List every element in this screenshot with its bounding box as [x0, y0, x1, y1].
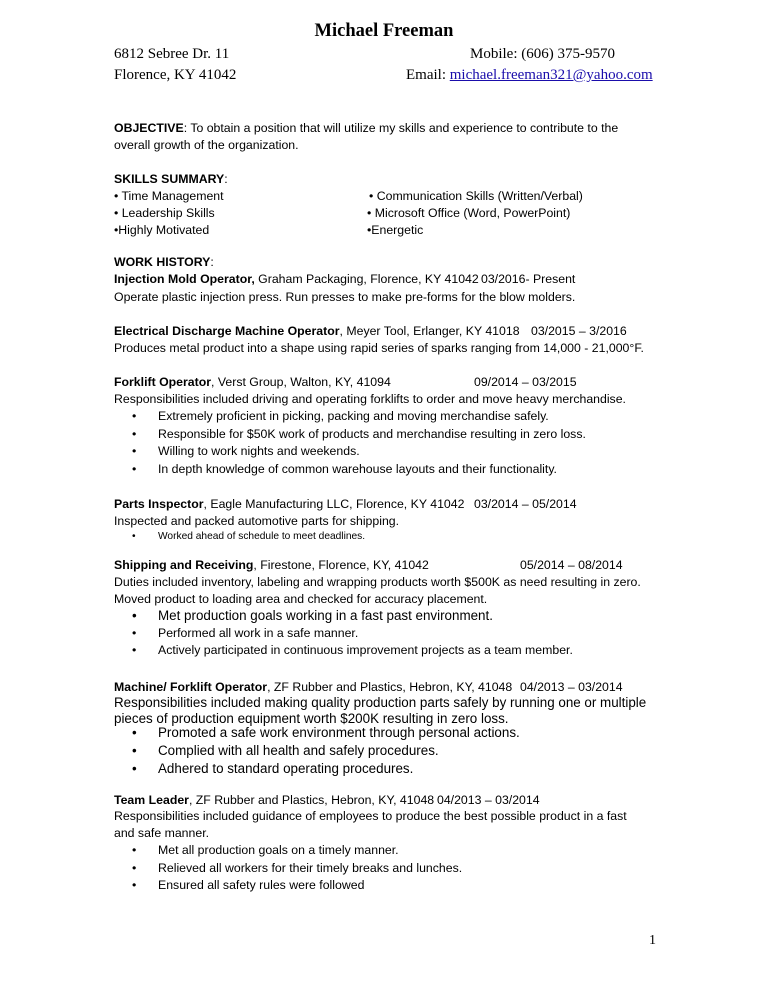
skill-right-1: • Communication Skills (Written/Verbal) [369, 189, 583, 203]
email-link[interactable]: michael.freeman321@yahoo.com [449, 67, 653, 83]
skill-right-2: • Microsoft Office (Word, PowerPoint) [367, 206, 571, 220]
work-heading: WORK HISTORY [114, 255, 211, 269]
job-employer: , Meyer Tool, Erlanger, KY 41018 [339, 324, 520, 338]
list-item: • Relieved all workers for their timely breaks and lunches. [114, 860, 462, 878]
skill-right-3: •Energetic [367, 223, 424, 237]
list-item: • Actively participated in continuous improvement projects as a team member. [114, 642, 573, 660]
email-line [406, 67, 653, 84]
job-employer: , ZF Rubber and Plastics, Hebron, KY, 41048 [267, 680, 513, 694]
page-number: 1 [649, 933, 656, 948]
job-description: Responsibilities included making quality production parts safely by running one or multiple pieces of production equipment worth $200K resulting in zero loss. [114, 695, 647, 726]
job-line [114, 792, 434, 809]
job-description: Inspected and packed automotive parts for shipping. [114, 514, 400, 528]
job-title: Team Leader [114, 793, 189, 807]
job-dates: 03/2015 – 3/2016 [531, 324, 627, 338]
list-item: • Worked ahead of schedule to meet deadlines. [114, 530, 365, 544]
list-item: • Willing to work nights and weekends. [114, 443, 586, 461]
job-line [114, 271, 479, 288]
job-description: Duties included inventory, labeling and wrapping products worth $500K as need resulting in zero. Moved product to loading area and checked for accuracy placement. [114, 575, 641, 606]
job-bullets [114, 408, 586, 478]
job-bullets [114, 607, 573, 660]
job-bullets [114, 724, 520, 778]
job-bullets [114, 530, 365, 544]
mobile-label: Mobile: [470, 46, 518, 62]
objective-section [114, 120, 644, 154]
list-item: • Performed all work in a safe manner. [114, 625, 573, 643]
job-bullets [114, 842, 462, 895]
mobile-number: (606) 375-9570 [521, 46, 615, 62]
list-item: • Adhered to standard operating procedures. [114, 760, 520, 778]
job-dates: 03/2014 – 05/2014 [474, 497, 577, 511]
job-title: Electrical Discharge Machine Operator [114, 324, 340, 338]
list-item: • Complied with all health and safely procedures. [114, 742, 520, 760]
job-dates: 05/2014 – 08/2014 [520, 558, 623, 572]
skill-left-1: • Time Management [114, 189, 224, 203]
job-line [114, 679, 512, 696]
job-line [114, 323, 520, 340]
job-description: Produces metal product into a shape using rapid series of sparks ranging from 14,000 - 21,000°F. [114, 341, 644, 355]
job-title: Shipping and Receiving [114, 558, 254, 572]
address-line-2: Florence, KY 41042 [114, 67, 237, 83]
job-dates: 04/2013 – 03/2014 [520, 680, 623, 694]
objective-heading: OBJECTIVE [114, 121, 184, 135]
job-employer: , Verst Group, Walton, KY, 41094 [211, 375, 391, 389]
list-item: • Promoted a safe work environment through personal actions. [114, 724, 520, 742]
objective-text: : To obtain a position that will utilize my skills and experience to contribute to the overall growth of the organization. [114, 121, 619, 152]
list-item: • Responsible for $50K work of products and merchandise resulting in zero loss. [114, 426, 586, 444]
job-description: Operate plastic injection press. Run presses to make pre-forms for the blow molders. [114, 290, 576, 304]
job-title: Forklift Operator [114, 375, 212, 389]
job-employer: , Firestone, Florence, KY, 41042 [253, 558, 429, 572]
job-employer: , Eagle Manufacturing LLC, Florence, KY 41042 [203, 497, 465, 511]
job-description: Responsibilities included guidance of employees to produce the best possible product in a fast and safe manner. [114, 809, 627, 840]
job-employer: , ZF Rubber and Plastics, Hebron, KY, 41048 [188, 793, 435, 807]
job-dates: 03/2016- Present [481, 272, 576, 286]
email-label: Email: [406, 67, 446, 83]
job-line [114, 496, 464, 513]
job-line [114, 374, 391, 391]
list-item: • Extremely proficient in picking, packing and moving merchandise safely. [114, 408, 586, 426]
candidate-name: Michael Freeman [314, 21, 454, 41]
job-dates: 04/2013 – 03/2014 [437, 793, 540, 807]
job-title: Parts Inspector [114, 497, 204, 511]
address-line-1: 6812 Sebree Dr. 11 [114, 46, 230, 62]
job-dates: 09/2014 – 03/2015 [474, 375, 577, 389]
skills-heading-line: SKILLS SUMMARY: [114, 172, 228, 186]
job-title: Injection Mold Operator, [114, 272, 255, 286]
skills-heading: SKILLS SUMMARY [114, 172, 225, 186]
list-item: • Ensured all safety rules were followed [114, 877, 462, 895]
job-line [114, 557, 429, 574]
job-description: Responsibilities included driving and operating forklifts to order and move heavy merchandise. [114, 392, 626, 406]
skill-left-3: •Highly Motivated [114, 223, 210, 237]
list-item: • In depth knowledge of common warehouse layouts and their functionality. [114, 461, 586, 479]
mobile-line [470, 46, 615, 63]
job-employer: Graham Packaging, Florence, KY 41042 [254, 272, 479, 286]
list-item: • Met production goals working in a fast past environment. [114, 607, 573, 625]
skill-left-2: • Leadership Skills [114, 206, 215, 220]
work-heading-line: WORK HISTORY: [114, 255, 214, 269]
job-title: Machine/ Forklift Operator [114, 680, 268, 694]
list-item: • Met all production goals on a timely manner. [114, 842, 462, 860]
